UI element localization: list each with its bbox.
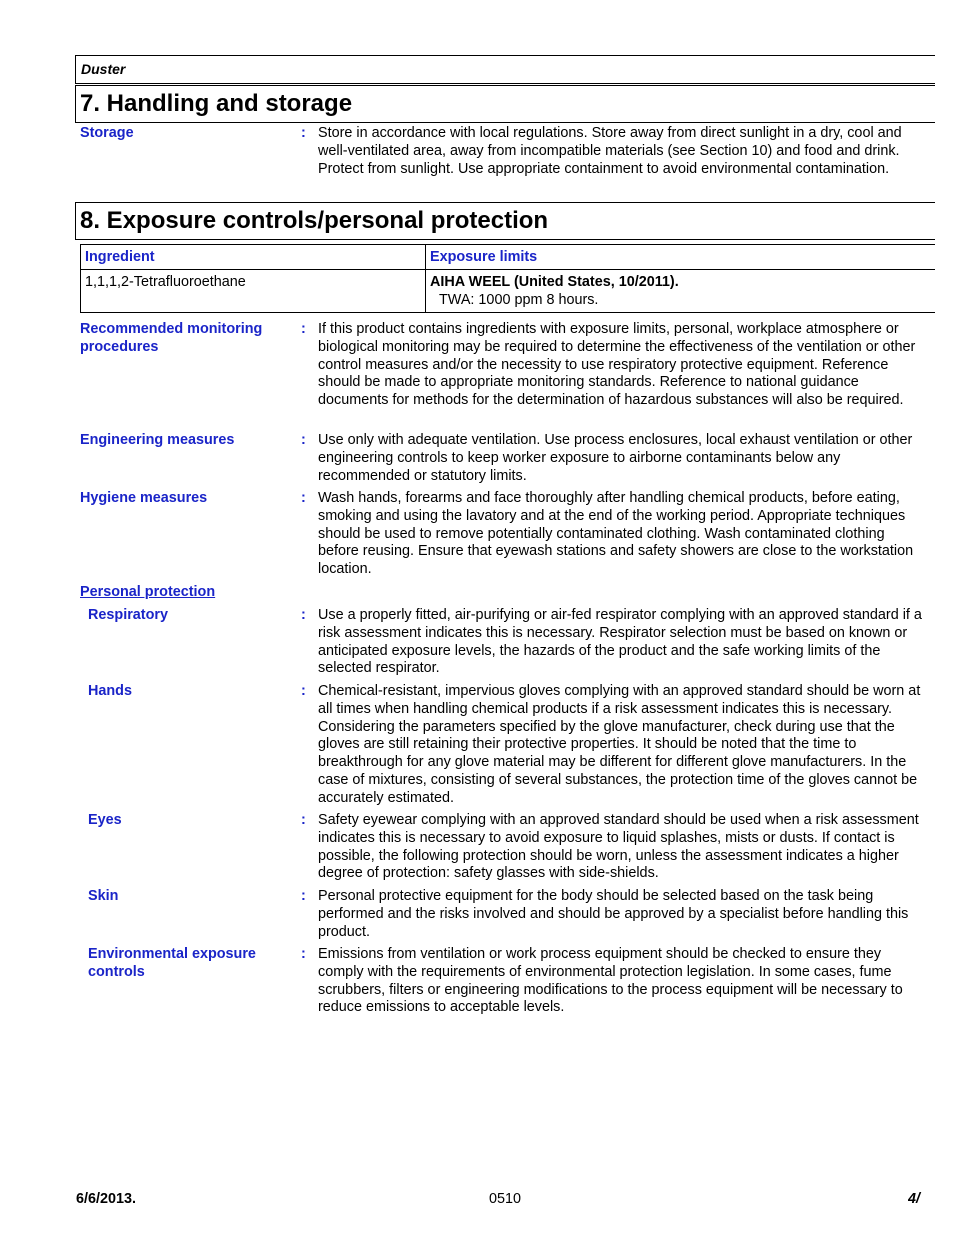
respiratory-text: Use a properly fitted, air-purifying or air-fed respirator complying with an approved standard if a risk assessment indicates this is necessary. Respirator selection must be based on known or anticipated exposure levels, the hazards of the product and the safe working limits of the selected respirator. (318, 607, 922, 677)
skin-label: Skin (88, 888, 119, 904)
footer-page-number: 4/ (908, 1191, 921, 1207)
limit-title: AIHA WEEL (United States, 10/2011). (430, 274, 679, 290)
engineering-text: Use only with adequate ventilation. Use process enclosures, local exhaust ventilation or other engineering controls to keep worker exposure to airborne contaminants below any recommended or statutory limits. (318, 432, 913, 484)
limit-value: TWA: 1000 ppm 8 hours. (439, 292, 599, 308)
colon: : (301, 683, 306, 699)
monitoring-label: Recommended monitoring procedures (80, 321, 263, 355)
colon: : (301, 125, 306, 141)
section-8-title: 8. Exposure controls/personal protection (75, 202, 935, 240)
hands-text: Chemical-resistant, impervious gloves complying with an approved standard should be worn at all times when handling chemical products if a risk assessment indicates this is necessary. Considering the parameters specified by the glove manufacturer, check during use that the gloves are still retaining their protective properties. It should be noted that the time to breakthrough for any glove material may be different for different glove manufacturers. In the case of mixtures, consisting of several substances, the protection time of the gloves cannot be accurately estimated. (318, 683, 921, 806)
colon: : (301, 321, 306, 337)
product-name: Duster (75, 55, 935, 84)
environmental-text: Emissions from ventilation or work process equipment should be checked to ensure they comply with the requirements of environmental protection legislation. In some cases, fume scrubbers, filters or engineering modifications to the process equipment will be necessary to reduce emissions to acceptable levels. (318, 946, 903, 1016)
ingredient-cell: 1,1,1,2-Tetrafluoroethane (81, 270, 426, 313)
section-7-title: 7. Handling and storage (75, 85, 935, 123)
table-row (81, 270, 936, 313)
footer-date: 6/6/2013. (76, 1191, 137, 1207)
monitoring-text: If this product contains ingredients with exposure limits, personal, workplace atmosphere or biological monitoring may be required to determine the effectiveness of the ventilation or other control measures and/or the necessity to use respiratory protective equipment. Reference should be made to appropriate monitoring standards. Reference to national guidance documents for methods for the determination of hazardous substances will also be required. (318, 321, 916, 409)
hands-label: Hands (88, 683, 132, 699)
table-header-row (81, 245, 936, 270)
hygiene-label: Hygiene measures (80, 490, 208, 506)
storage-text: Store in accordance with local regulations. Store away from direct sunlight in a dry, cool and well-ventilated area, away from incompatible materials (see Section 10) and food and drink. Protect from sunlight. Use appropriate containment to avoid environmental contamination. (318, 125, 902, 177)
skin-text: Personal protective equipment for the body should be selected based on the task being performed and the risks involved and should be approved by a specialist before handling this product. (318, 888, 909, 940)
environmental-label: Environmental exposure controls (88, 946, 256, 980)
colon: : (301, 888, 306, 904)
storage-label: Storage (80, 125, 134, 141)
exposure-table (80, 244, 935, 313)
exposure-limits-header: Exposure limits (426, 245, 936, 270)
colon: : (301, 812, 306, 828)
hygiene-text: Wash hands, forearms and face thoroughly after handling chemical products, before eating, smoking and using the lavatory and at the end of the working period. Appropriate techniques should be used to remove potentially contaminated clothing. Wash contaminated clothing before reusing. Ensure that eyewash stations and safety showers are close to the workstation location. (318, 490, 914, 578)
colon: : (301, 432, 306, 448)
eyes-text: Safety eyewear complying with an approved standard should be used when a risk assessment indicates this is necessary to avoid exposure to liquid splashes, mists or dusts. If contact is possible, the following protection should be worn, unless the assessment indicates a higher degree of protection: safety glasses with side-shields. (318, 812, 919, 882)
respiratory-label: Respiratory (88, 607, 168, 623)
ingredient-header: Ingredient (81, 245, 426, 270)
eyes-label: Eyes (88, 812, 122, 828)
colon: : (301, 490, 306, 506)
footer-code: 0510 (489, 1191, 522, 1207)
personal-protection-label: Personal protection (80, 584, 216, 600)
colon: : (301, 946, 306, 962)
engineering-label: Engineering measures (80, 432, 235, 448)
colon: : (301, 607, 306, 623)
exposure-limit-cell (426, 270, 936, 313)
